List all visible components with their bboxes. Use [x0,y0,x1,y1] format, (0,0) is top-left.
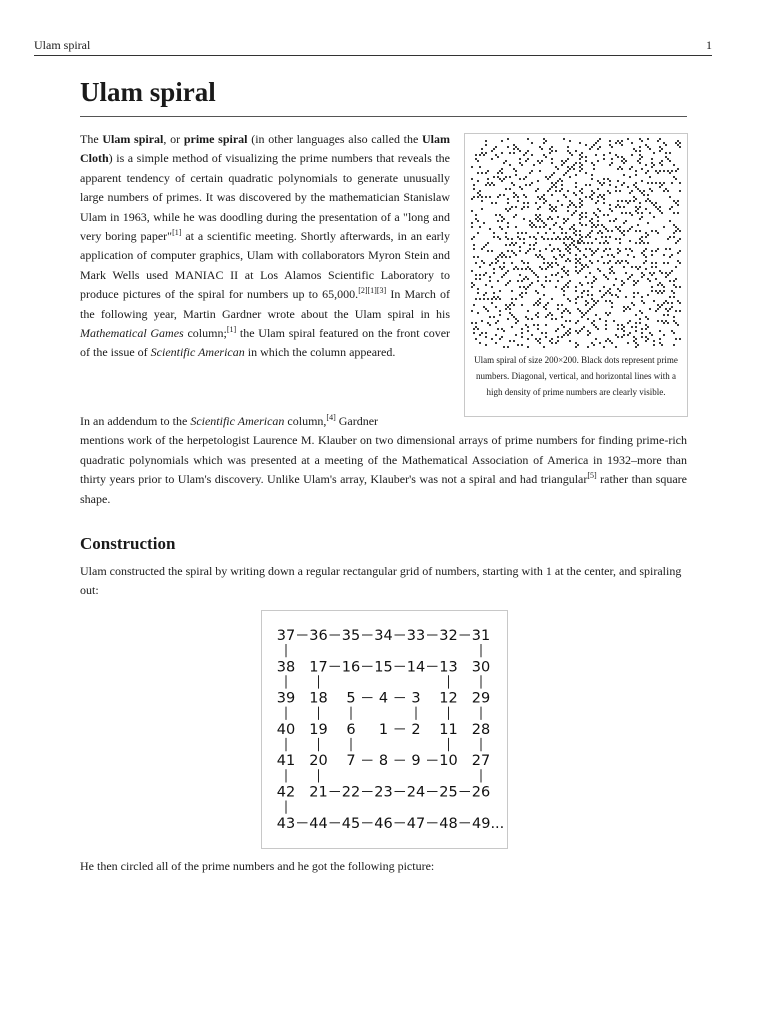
addendum-text: In an addendum to the [80,414,191,428]
spiral-number: 27 [471,753,491,770]
citation-link[interactable]: [4] [326,413,336,422]
intro-text: ) is a simple method of visualizing the prime numbers that reveals the apparent tendency of certain quadratic polynomials to generate unusually large numbers of primes. It was discovered by the mathematician Stanislaw Ulam in 1963, while he was doodling during the presentation of a "long and very boring paper" [80,151,450,244]
spiral-number: 31 [471,628,491,644]
ulam-spiral-image [471,138,681,348]
spiral-number: 28 [471,721,491,738]
spiral-number: 30 [471,659,491,676]
page-number: 1 [706,38,712,52]
spiral-number: 21 [309,784,328,801]
spiral-number: 4 [378,690,389,707]
spiral-number: 3 [411,690,421,707]
spiral-number: 2 [411,721,421,738]
intro-bold-term: prime spiral [183,132,248,146]
intro-text: , or [163,132,184,146]
spiral-number: 23 [374,784,393,801]
intro-bold-term: Ulam spiral [102,132,164,146]
intro-paragraph [80,130,450,363]
intro-italic-term: Mathematical Games [80,326,184,341]
spiral-number: 36 [309,628,328,644]
citation-link[interactable]: [1] [226,325,237,335]
spiral-number: 32 [439,628,458,644]
spiral-number: 9 [411,753,421,770]
spiral-number: 48 [439,815,458,832]
spiral-number: 15 [374,659,393,676]
ulam-spiral-figure [464,133,688,417]
addendum-text: column, [284,414,327,428]
spiral-number: 22 [341,784,361,801]
citation-link[interactable]: [5] [587,471,597,481]
spiral-number: 42 [276,784,296,801]
spiral-number: 39 [276,690,296,707]
intro-bold-term: Ulam Cloth [80,132,451,166]
spiral-number: 16 [341,659,361,676]
figure-caption: Ulam spiral of size 200×200. Black dots represent prime numbers. Diagonal, vertical, and horizontal lines with a high density of prime numbers are clearly visible. [474,355,678,397]
spiral-number: 6 [346,721,356,738]
spiral-number: 33 [406,628,426,644]
spiral-number: 13 [439,659,458,676]
spiral-number: 20 [309,753,328,770]
running-head [34,38,712,56]
citation-link[interactable]: [1] [172,228,182,238]
page-title: Ulam spiral [80,77,687,117]
addendum-paragraph [80,412,687,509]
spiral-number: 11 [439,721,458,738]
spiral-number: 29 [471,690,491,707]
spiral-number: 17 [309,659,328,676]
spiral-number: 49... [472,815,505,832]
spiral-number: 12 [439,690,458,707]
addendum-first-line [80,412,450,431]
spiral-number: 35 [341,628,361,644]
intro-text: In March of the following year, Martin Gardner wrote about the Ulam spiral in his [80,287,451,321]
spiral-number: 45 [341,815,361,832]
spiral-number: 47 [406,815,426,832]
intro-italic-term: Scientific American [150,345,245,360]
spiral-number: 8 [378,753,389,770]
number-spiral-diagram [262,611,507,848]
spiral-number: 26 [471,784,491,801]
spiral-number: 38 [276,659,296,676]
spiral-number: 37 [276,628,296,644]
spiral-number: 43 [276,815,296,832]
spiral-number: 34 [374,628,393,644]
prime-dots [471,138,681,348]
intro-text: column; [183,326,227,341]
spiral-number: 7 [346,753,356,770]
addendum-text: mentions work of the herpetologist Laurence M. Klauber on two dimensional arrays of prime numbers for finding prime-rich quadratic polynomials which was presented at a meeting of the Mathematical Association of America in 1932–more than thirty years prior to Ulam's discovery. Unlike Ulam's array, Klauber's was not a spiral and had triangular [80,433,687,487]
intro-text: (in other languages also called the [247,132,423,146]
spiral-number: 44 [309,815,328,832]
intro-text: in which the column appeared. [244,345,396,360]
addendum-text: rather than square shape. [80,472,687,506]
spiral-number: 25 [439,784,458,801]
intro-text: at a scientific meeting. Shortly afterwards, in an early application of computer graphics, Ulam with collaborators Myron Stein and Mark Wells used MANIAC II at Los Alamos Scientific Laboratory to produce pictures of the spiral for numbers up to 65,000. [80,229,450,302]
number-spiral-grid [261,610,508,849]
intro-text: The [80,132,103,146]
spiral-number: 5 [346,690,356,707]
spiral-number: 18 [309,690,328,707]
spiral-number: 19 [309,721,328,738]
spiral-number: 41 [276,753,296,770]
spiral-number: 24 [406,784,426,801]
section-heading-construction: Construction [80,534,176,553]
spiral-number: 46 [374,815,393,832]
citation-link[interactable]: [2][1][3] [358,286,387,296]
closing-paragraph: He then circled all of the prime numbers and he got the following picture: [80,859,435,873]
spiral-number: 40 [276,721,296,738]
spiral-number: 10 [439,753,458,770]
spiral-number: 14 [406,659,426,676]
spiral-number: 1 [378,721,389,738]
addendum-italic-term: Scientific American [190,414,285,428]
construction-paragraph: Ulam constructed the spiral by writing down a regular rectangular grid of numbers, starting with 1 at the center, and spiraling out: [80,564,682,598]
running-head-title: Ulam spiral [34,38,91,52]
addendum-text: Gardner [335,414,379,428]
intro-text: the Ulam spiral featured on the front cover of the issue of [80,326,451,360]
